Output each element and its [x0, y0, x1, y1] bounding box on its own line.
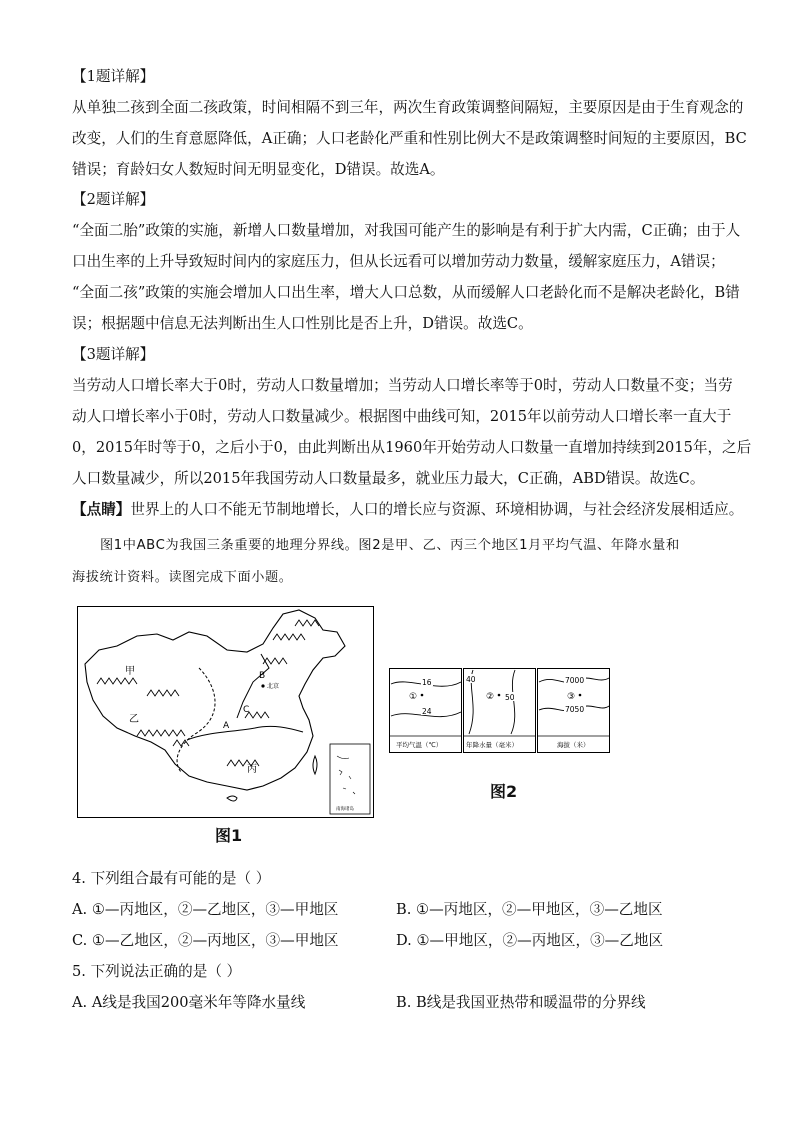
q4-option-d[interactable]: D. ①—甲地区，②—丙地区，③—乙地区 [396, 932, 664, 949]
beijing-dot [261, 684, 264, 687]
section3-heading: 【3题详解】 [72, 346, 155, 363]
label-b: B [259, 671, 266, 681]
panel1-marker: ① [409, 692, 418, 702]
q4-option-b[interactable]: B. ①—丙地区，②—甲地区，③—乙地区 [396, 901, 663, 918]
q5-stem: 5. 下列说法正确的是（ ） [72, 963, 242, 980]
q4-option-c[interactable]: C. ①—乙地区，②—丙地区，③—甲地区 [72, 932, 339, 949]
section2-line4: 误；根据题中信息无法判断出生人口性别比是否上升，D错误。故选C。 [72, 315, 533, 332]
q4-stem: 4. 下列组合最有可能的是（ ） [72, 870, 271, 887]
panel3-label: 海拔（米） [557, 741, 590, 749]
panel2-iso-bottom-label: 50 [505, 693, 515, 702]
section1-line2: 改变，人们的生育意愿降低，A正确；人口老龄化严重和性别比例大不是政策调整时间短的主要原因，BC [72, 130, 747, 147]
south-sea-inset [330, 744, 370, 814]
panel3-marker: ③ [567, 692, 576, 702]
section2-line2: 口出生率的上升导致短时间内的家庭压力，但从长远看可以增加劳动力数量，缓解家庭压力，A错误； [72, 253, 725, 270]
label-yi: 乙 [129, 714, 139, 725]
label-a: A [223, 721, 230, 731]
panel1-iso-top-label: 16 [422, 678, 432, 687]
section2-line3: “全面二孩”政策的实施会增加人口出生率，增大人口总数，从而缓解人口老龄化而不是解决老龄化，B错 [72, 284, 740, 301]
section1-line3: 错误；育龄妇女人数短时间无明显变化，D错误。故选A。 [72, 161, 445, 178]
panel1-iso-bottom-label: 24 [422, 707, 432, 716]
comment-line [72, 499, 743, 521]
label-c: C [243, 705, 250, 715]
section1-heading: 【1题详解】 [72, 68, 155, 85]
panel3-iso-top-label: 7000 [565, 676, 585, 685]
section1-line1: 从单独二孩到全面二孩政策，时间相隔不到三年，两次生育政策调整间隔短，主要原因是由于生育观念的 [72, 99, 744, 116]
q5-option-a[interactable]: A. A线是我国200毫米年等降水量线 [72, 994, 306, 1011]
label-bing: 丙 [247, 764, 257, 775]
figure1-map [77, 606, 374, 818]
panel3-iso-bottom-label: 7050 [565, 705, 585, 714]
panel1-label: 平均气温（℃） [396, 741, 443, 749]
panel2-marker: ② [486, 692, 495, 702]
inset-label: 南海诸岛 [336, 807, 354, 812]
section2-line1: “全面二胎”政策的实施，新增人口数量增加，对我国可能产生的影响是有利于扩大内需，C正确；由于人 [72, 222, 741, 239]
q5-option-b[interactable]: B. B线是我国亚热带和暖温带的分界线 [396, 994, 646, 1011]
comment-text: 世界上的人口不能无节制地增长，人口的增长应与资源、环境相协调，与社会经济发展相适应。 [130, 501, 744, 518]
section3-line1: 当劳动人口增长率大于0时，劳动人口数量增加；当劳动人口增长率等于0时，劳动人口数量不变；当劳 [72, 377, 733, 394]
panel2-label: 年降水量（毫米） [466, 741, 518, 749]
intro-line2: 海拔统计资料。读图完成下面小题。 [72, 570, 293, 585]
intro-line1: 图1中ABC为我国三条重要的地理分界线。图2是甲、乙、丙三个地区1月平均气温、年降水量和 [100, 538, 680, 553]
section3-line2: 动人口增长率小于0时，劳动人口数量减少。根据图中曲线可知，2015年以前劳动人口增长率一直大于 [72, 408, 732, 425]
label-jia: 甲 [125, 666, 135, 677]
figure2-caption: 图2 [490, 782, 518, 801]
panel2-iso-top-label: 40 [466, 675, 476, 684]
section3-line4: 人口数量减少，所以2015年我国劳动人口数量最多，就业压力最大，C正确，ABD错误。故选C。 [72, 470, 705, 487]
figure2-panels [389, 668, 611, 754]
section2-heading: 【2题详解】 [72, 191, 155, 208]
section3-line3: 0，2015年时等于0，之后小于0，由此判断出从1960年开始劳动人口数量一直增加持续到2015年，之后 [72, 439, 752, 456]
q4-option-a[interactable]: A. ①—丙地区，②—乙地区，③—甲地区 [72, 901, 339, 918]
label-beijing: 北京 [267, 683, 280, 690]
comment-heading: 【点睛】 [72, 501, 131, 518]
figure1-caption: 图1 [215, 826, 243, 845]
